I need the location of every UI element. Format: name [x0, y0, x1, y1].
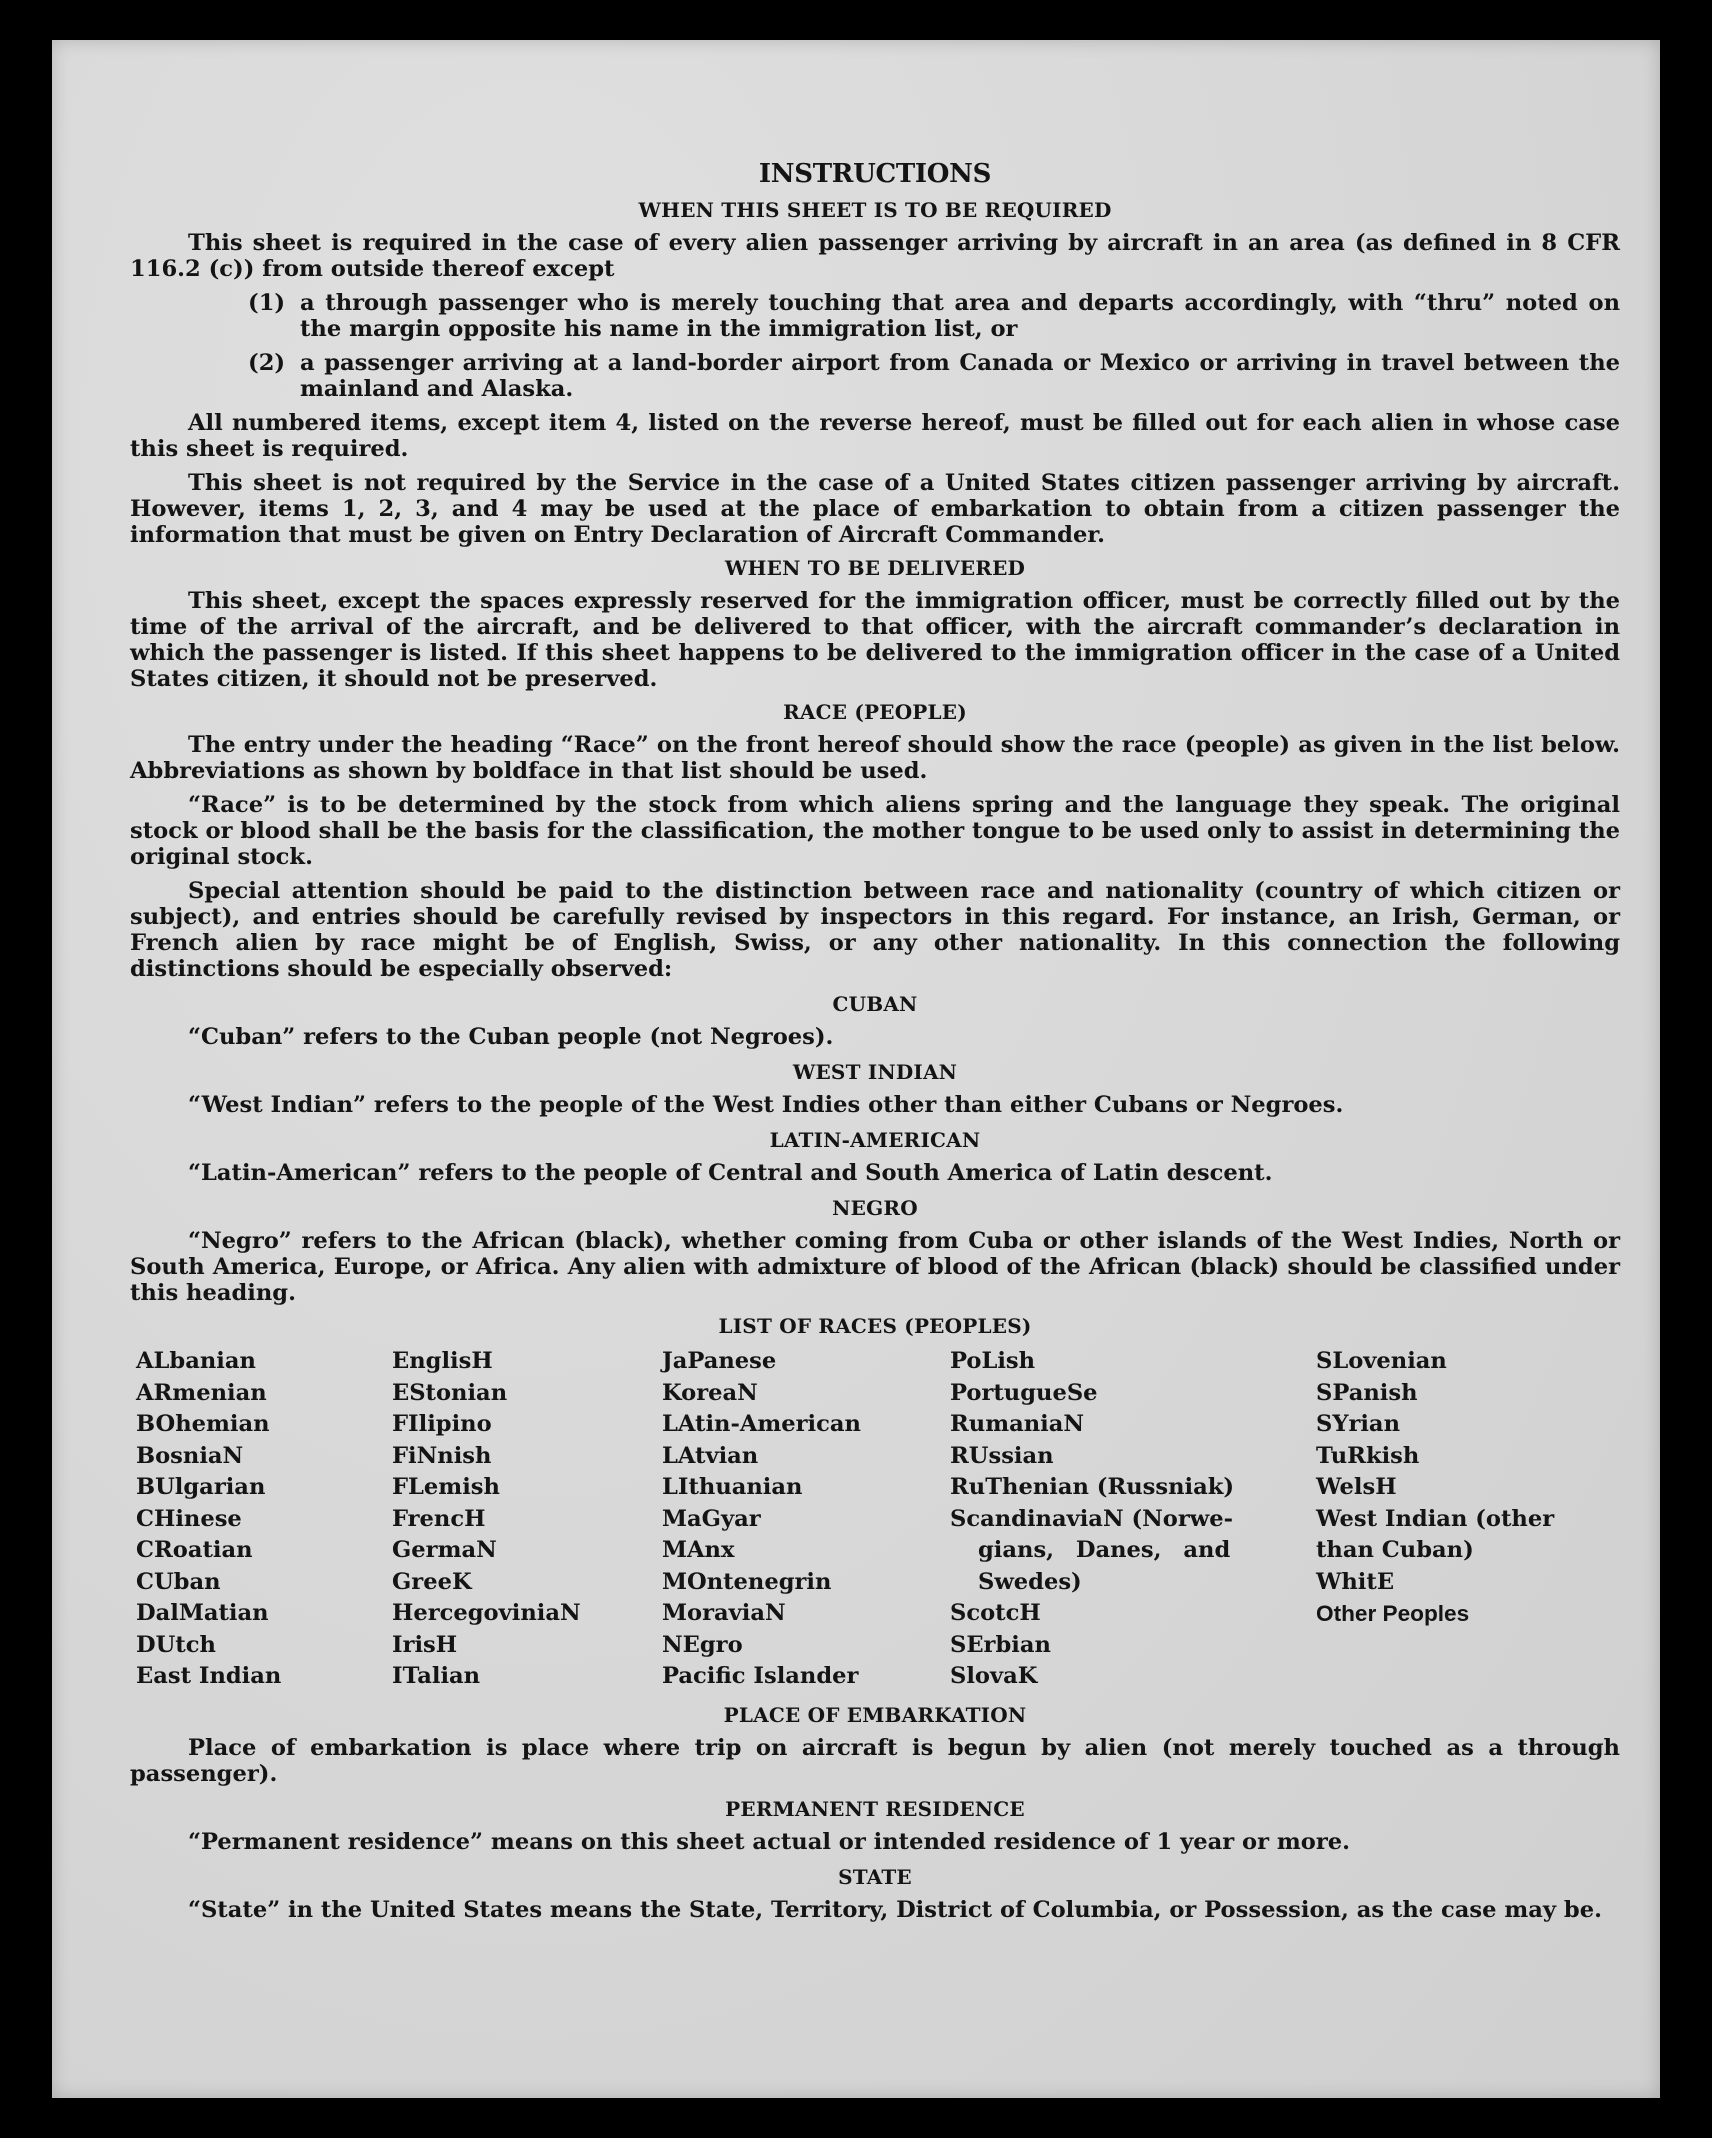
race-entry: SPanish: [1316, 1379, 1418, 1406]
race-entry: WelsH: [1316, 1474, 1397, 1500]
race-entry: PoLish: [950, 1348, 1036, 1374]
paragraph: This sheet, except the spaces expressly reserved for the immigration officer, must be correctly filled out by the time of the arrival of the aircraft, and be delivered to that officer, with the aircraft commander’s declaration in which the passenger is listed. If this sheet happens to be delivered to the immigration officer in the case of a United States citizen, it should not be preserved.: [130, 588, 1620, 692]
race-entry: SLovenian: [1316, 1348, 1447, 1374]
races-column-1: [136, 1346, 392, 1693]
race-entry: BUlgarian: [136, 1474, 266, 1500]
race-entry: EStonian: [392, 1379, 508, 1406]
races-column-5: [1316, 1346, 1626, 1693]
race-entry: CUban: [136, 1568, 221, 1595]
race-entry: SErbian: [950, 1631, 1051, 1658]
paragraph: “State” in the United States means the State, Territory, District of Columbia, or Possession, as the case may be.: [188, 1896, 1602, 1923]
paragraph: Special attention should be paid to the distinction between race and nationality (country of which citizen or subject), and entries should be carefully revised by inspectors in this regard. For instance, an Irish, German, or French alien by race might be of English, Swiss, or any other nationality. In this connection the following distinctions should be especially observed:: [130, 878, 1620, 982]
races-column-2: [392, 1346, 662, 1693]
race-entry: LIthuanian: [662, 1474, 803, 1500]
race-entry: Pacific Islander: [662, 1663, 859, 1689]
race-entry: ARmenian: [136, 1379, 267, 1406]
race-entry: FIlipino: [392, 1411, 492, 1437]
list-number: (2): [248, 350, 286, 376]
race-entry: FLemish: [392, 1474, 500, 1500]
race-entry: HercegoviniaN: [392, 1600, 581, 1626]
race-entry: GermaN: [392, 1537, 497, 1563]
race-entry: RumaniaN: [950, 1411, 1085, 1437]
list-item: [248, 290, 1620, 342]
race-entry: Other Peoples: [1316, 1601, 1470, 1626]
race-entry: ITalian: [392, 1663, 481, 1689]
race-entry: SlovaK: [950, 1663, 1038, 1689]
heading-race: RACE (PEOPLE): [783, 700, 967, 724]
race-entry-continued: than Cuban): [1316, 1537, 1474, 1563]
race-entry: MOntenegrin: [662, 1568, 832, 1595]
race-entry: West Indian (other: [1316, 1505, 1555, 1532]
race-entry: LAtin-American: [662, 1411, 861, 1437]
paragraph: The entry under the heading “Race” on the front hereof should show the race (people) as given in the list below. Abbreviations as shown by boldface in that list should be used.: [130, 732, 1620, 784]
heading-list-of-races: LIST OF RACES (PEOPLES): [718, 1314, 1032, 1338]
heading-when-required: WHEN THIS SHEET IS TO BE REQUIRED: [638, 198, 1112, 222]
paragraph: “Negro” refers to the African (black), whether coming from Cuba or other islands of the West Indies, North or South America, Europe, or Africa. Any alien with admixture of blood of the African (black) should be classified under this heading.: [130, 1228, 1620, 1306]
paragraph: “Cuban” refers to the Cuban people (not Negroes).: [188, 1024, 834, 1050]
list-text: a passenger arriving at a land-border airport from Canada or Mexico or arriving in travel between the mainland and Alaska.: [300, 350, 1620, 402]
race-entry: RUssian: [950, 1442, 1054, 1469]
race-entry: ALbanian: [136, 1348, 256, 1374]
race-entry: KoreaN: [662, 1379, 758, 1406]
heading-when-delivered: WHEN TO BE DELIVERED: [724, 556, 1026, 580]
race-entry: MAnx: [662, 1537, 735, 1563]
race-entry-continued: Swedes): [978, 1568, 1082, 1595]
race-entry: MoraviaN: [662, 1600, 786, 1626]
race-entry: EnglisH: [392, 1348, 493, 1374]
race-entry: JaPanese: [662, 1348, 777, 1374]
list-item: [248, 350, 1620, 402]
race-entry: GreeK: [392, 1568, 472, 1595]
heading-west-indian: WEST INDIAN: [792, 1060, 958, 1084]
heading-negro: NEGRO: [832, 1196, 918, 1220]
race-entry: ScandinaviaN (Norwe-: [950, 1505, 1233, 1532]
heading-state: STATE: [838, 1864, 912, 1889]
race-entry: BosniaN: [136, 1442, 244, 1469]
race-entry: FrencH: [392, 1505, 486, 1532]
paragraph: “Permanent residence” means on this sheet actual or intended residence of 1 year or more.: [188, 1828, 1351, 1855]
heading-latin-american: LATIN-AMERICAN: [769, 1128, 981, 1152]
race-entry: TuRkish: [1316, 1442, 1420, 1469]
paragraph: This sheet is not required by the Service in the case of a United States citizen passenger arriving by aircraft. However, items 1, 2, 3, and 4 may be used at the place of embarkation to obtain from a citizen passenger the information that must be given on Entry Declaration of Aircraft Commander.: [130, 470, 1620, 548]
heading-permanent-residence: PERMANENT RESIDENCE: [725, 1796, 1025, 1821]
paragraph: Place of embarkation is place where trip on aircraft is begun by alien (not merely touched as a through passenger).: [130, 1734, 1620, 1787]
race-entry: LAtvian: [662, 1442, 759, 1469]
heading-cuban: CUBAN: [832, 992, 918, 1016]
race-entry: FiNnish: [392, 1442, 492, 1469]
paragraph: “Latin-American” refers to the people of Central and South America of Latin descent.: [188, 1160, 1273, 1186]
paragraph: All numbered items, except item 4, listed on the reverse hereof, must be filled out for each alien in whose case this sheet is required.: [130, 410, 1620, 462]
document-sheet: [52, 40, 1660, 2098]
race-entry: CHinese: [136, 1505, 242, 1532]
race-entry: WhitE: [1316, 1568, 1395, 1595]
race-entry: SYrian: [1316, 1411, 1400, 1437]
race-entry: DUtch: [136, 1631, 216, 1658]
race-entry: NEgro: [662, 1631, 743, 1658]
paragraph: “Race” is to be determined by the stock from which aliens spring and the language they speak. The original stock or blood shall be the basis for the classification, the mother tongue to be used only to assist in determining the original stock.: [130, 792, 1620, 870]
list-number: (1): [248, 290, 286, 316]
races-column-3: [662, 1346, 950, 1693]
race-entry: DalMatian: [136, 1600, 269, 1626]
heading-place-of-embarkation: PLACE OF EMBARKATION: [723, 1702, 1027, 1727]
races-column-4: [950, 1346, 1316, 1693]
race-entry: RuThenian (Russniak): [950, 1474, 1235, 1500]
race-entry: East Indian: [136, 1663, 282, 1689]
race-entry: PortugueSe: [950, 1379, 1098, 1406]
list-text: a through passenger who is merely touching that area and departs accordingly, with “thru” noted on the margin opposite his name in the immigration list, or: [300, 290, 1620, 342]
race-entry: BOhemian: [136, 1411, 270, 1437]
race-entry-continued: gians, Danes, and: [978, 1537, 1231, 1563]
race-entry: CRoatian: [136, 1537, 253, 1563]
race-entry: ScotcH: [950, 1600, 1041, 1626]
instructions-content: [130, 112, 1620, 1931]
page-title: INSTRUCTIONS: [758, 159, 992, 189]
races-list: [136, 1346, 1620, 1693]
paragraph: This sheet is required in the case of every alien passenger arriving by aircraft in an area (as defined in 8 CFR 116.2 (c)) from outside thereof except: [130, 230, 1620, 282]
race-entry: MaGyar: [662, 1505, 761, 1532]
paragraph: “West Indian” refers to the people of the West Indies other than either Cubans or Negroes.: [188, 1092, 1344, 1118]
race-entry: IrisH: [392, 1631, 458, 1658]
